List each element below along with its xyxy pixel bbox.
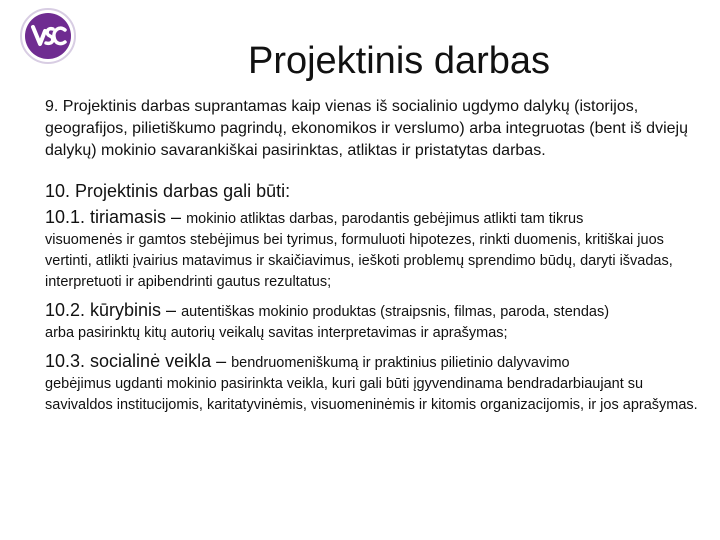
slide-content (45, 96, 700, 422)
item-10-title-text: 10. Projektinis darbas gali būti: (45, 181, 291, 201)
item-10-1-head (45, 206, 700, 230)
item-10-2-head (45, 299, 700, 323)
slide-title: Projektinis darbas (247, 40, 551, 82)
item-10-3-head (45, 350, 700, 374)
item-10-3-body: gebėjimus ugdanti mokinio pasirinkta veikla, kuri gali būti įgyvendinama bendradarbiaujant su savivaldos institucijomis, karitatyvinėmis, visuomeninėmis ir kitomis organizacijomis, ir jos aprašymas. (45, 376, 698, 413)
item-10-1-rest: mokinio atliktas darbas, parodantis gebėjimus atlikti tam tikrus (186, 211, 584, 227)
item-10-2-rest: autentiškas mokinio produktas (straipsnis, filmas, paroda, stendas) (181, 304, 610, 320)
item-10-title (45, 180, 700, 202)
item-10-2-lead: 10.2. kūrybinis – (45, 300, 182, 320)
paragraph-9: 9. Projektinis darbas suprantamas kaip vienas iš socialinio ugdymo dalykų (istorijos, geografijos, pilietiškumo pagrindų, ekonomikos ir verslumo) arba integruotas (bent iš dviejų dalykų) mokinio savarankiškai pasirinktas, atliktas ir pristatytas darbas. (45, 98, 688, 159)
item-10-2-body: arba pasirinktų kitų autorių veikalų savitas interpretavimas ir aprašymas; (45, 325, 508, 341)
item-10-1-lead: 10.1. tiriamasis – (45, 207, 187, 227)
item-10-3-lead: 10.3. socialinė veikla – (45, 351, 232, 371)
item-10-1-body: visuomenės ir gamtos stebėjimus bei tyrimus, formuluoti hipotezes, rinkti duomenis, kritiškai juos vertinti, atlikti įvairius matavimus ir skaičiavimus, ieškoti problemų sprendimo būdų, daryti išvadas, interpretuoti ir apibendrinti gautus rezultatus; (45, 232, 673, 290)
item-10-3-rest: bendruomeniškumą ir praktinius pilietinio dalyvavimo (231, 355, 570, 371)
